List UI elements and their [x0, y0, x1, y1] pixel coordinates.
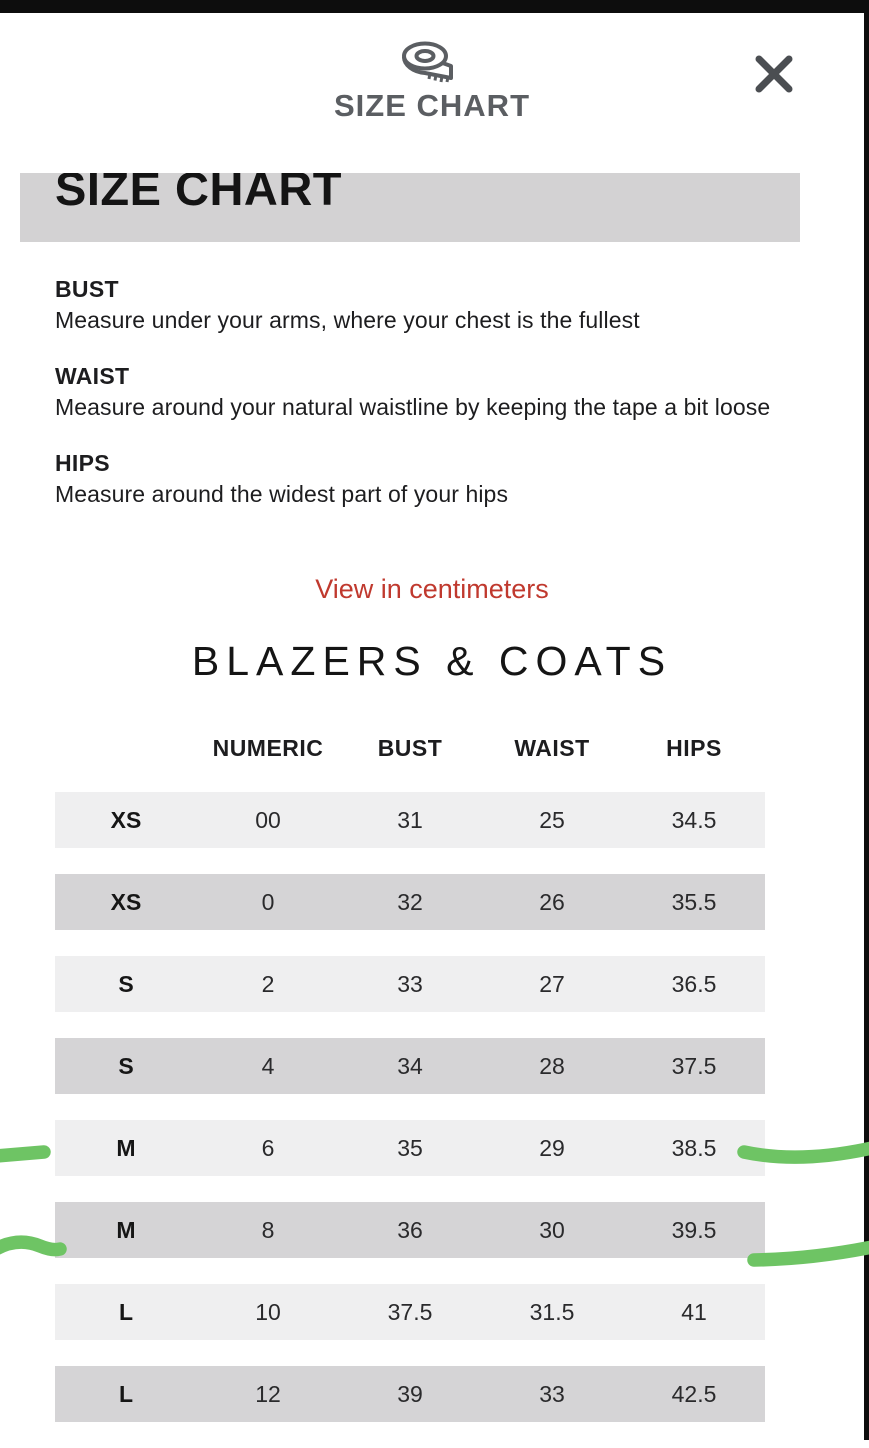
tape-measure-icon: [392, 40, 468, 92]
size-cell: L: [118, 1299, 134, 1325]
value-cell: 6: [261, 1135, 275, 1161]
marker-left-row5: [0, 1152, 44, 1156]
value-cell: 42.5: [671, 1381, 717, 1407]
table-row: [55, 1120, 765, 1176]
guide-text: Measure around the widest part of your hips: [55, 481, 509, 507]
column-header: BUST: [377, 735, 443, 761]
value-cell: 38.5: [671, 1135, 717, 1161]
section-title: BLAZERS & COATS: [191, 638, 673, 684]
size-cell: L: [118, 1381, 134, 1407]
table-row: [55, 874, 765, 930]
size-table-body: [55, 792, 765, 1422]
value-cell: 25: [539, 807, 565, 833]
value-cell: 27: [539, 971, 565, 997]
guide-text: Measure around your natural waistline by keeping the tape a bit loose: [55, 394, 771, 420]
modal-title: SIZE CHART: [334, 88, 530, 123]
screen-top-strip: [0, 0, 869, 13]
size-cell: S: [118, 971, 134, 997]
column-header: [55, 733, 197, 763]
value-cell: 31.5: [529, 1299, 575, 1325]
value-cell: 34.5: [671, 807, 717, 833]
guide-hips: [55, 448, 779, 510]
size-cell: S: [118, 1053, 134, 1079]
value-cell: 29: [539, 1135, 565, 1161]
table-row: [55, 956, 765, 1012]
guide-text: Measure under your arms, where your chest is the fullest: [55, 307, 640, 333]
column-header: NUMERIC: [212, 735, 324, 761]
value-cell: 0: [261, 889, 275, 915]
measurement-guide: [55, 274, 779, 535]
marker-left-row6: [0, 1242, 60, 1249]
guide-bust: [55, 274, 779, 336]
table-row: [55, 792, 765, 848]
value-cell: 30: [539, 1217, 565, 1243]
value-cell: 28: [539, 1053, 565, 1079]
guide-label: HIPS: [55, 450, 110, 476]
size-cell: M: [116, 1217, 136, 1243]
size-cell: XS: [110, 889, 142, 915]
value-cell: 26: [539, 889, 565, 915]
value-cell: 39: [397, 1381, 423, 1407]
value-cell: 35.5: [671, 889, 717, 915]
value-cell: 8: [261, 1217, 275, 1243]
value-cell: 00: [255, 807, 281, 833]
value-cell: 31: [397, 807, 423, 833]
size-table: [55, 733, 765, 1448]
table-row: [55, 1202, 765, 1258]
table-row: [55, 1038, 765, 1094]
marker-right-row6: [754, 1247, 869, 1260]
size-table-header: [55, 733, 765, 763]
value-cell: 33: [397, 971, 423, 997]
value-cell: 37.5: [671, 1053, 717, 1079]
value-cell: 35: [397, 1135, 423, 1161]
banner-title: SIZE CHART: [55, 173, 342, 215]
size-cell: XS: [110, 807, 142, 833]
value-cell: 10: [255, 1299, 281, 1325]
value-cell: 12: [255, 1381, 281, 1407]
close-icon[interactable]: [742, 44, 806, 104]
view-in-centimeters-link[interactable]: View in centimeters: [315, 574, 549, 604]
column-header: WAIST: [514, 735, 590, 761]
page-banner: [20, 173, 800, 242]
guide-label: WAIST: [55, 363, 130, 389]
size-cell: M: [116, 1135, 136, 1161]
value-cell: 34: [397, 1053, 423, 1079]
value-cell: 33: [539, 1381, 565, 1407]
value-cell: 41: [681, 1299, 707, 1325]
guide-waist: [55, 361, 779, 423]
table-row: [55, 1284, 765, 1340]
value-cell: 2: [261, 971, 275, 997]
column-header: HIPS: [666, 735, 722, 761]
screen-edge-strip: [864, 0, 869, 1440]
value-cell: 39.5: [671, 1217, 717, 1243]
value-cell: 37.5: [387, 1299, 433, 1325]
table-row: [55, 1366, 765, 1422]
value-cell: 36: [397, 1217, 423, 1243]
value-cell: 36.5: [671, 971, 717, 997]
value-cell: 32: [397, 889, 423, 915]
value-cell: 4: [261, 1053, 275, 1079]
guide-label: BUST: [55, 276, 119, 302]
